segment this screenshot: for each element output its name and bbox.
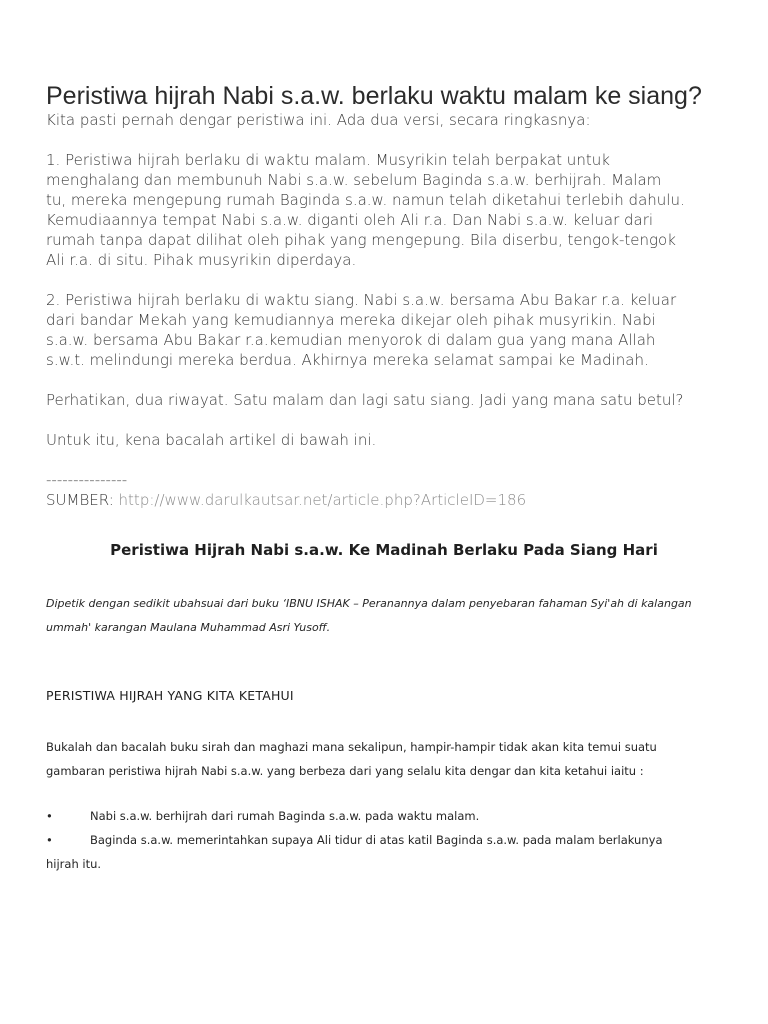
- bullet-item: [46, 804, 726, 828]
- article-title: Peristiwa Hijrah Nabi s.a.w. Ke Madinah Berlaku Pada Siang Hari: [110, 541, 658, 559]
- paragraph-line: rumah tanpa dapat dilihat oleh pihak yang mengepung. Bila diserbu, tengok-tengok: [46, 231, 676, 249]
- body-line: Bukalah dan bacalah buku sirah dan maghazi mana sekalipun, hampir-hampir tidak akan kita temui suatu: [46, 740, 657, 754]
- paragraph-spacer: [46, 130, 746, 150]
- body-line: gambaran peristiwa hijrah Nabi s.a.w. yang berbeza dari yang selalu kita dengar dan kita ketahui iaitu :: [46, 764, 644, 778]
- bullet-list: [46, 804, 726, 876]
- paragraph-line: 2. Peristiwa hijrah berlaku di waktu siang. Nabi s.a.w. bersama Abu Bakar r.a. keluar: [46, 291, 677, 309]
- divider-text: ---------------: [46, 471, 128, 489]
- paragraph-spacer: [46, 270, 746, 290]
- bullet-icon: •: [46, 833, 53, 847]
- bullet-icon: •: [46, 809, 53, 823]
- excerpt-line: ummah' karangan Maulana Muhammad Asri Yusoff.: [46, 621, 331, 634]
- paragraph-line: dari bandar Mekah yang kemudiannya mereka dikejar oleh pihak musyrikin. Nabi: [46, 311, 656, 329]
- paragraph-line: Ali r.a. di situ. Pihak musyrikin diperdaya.: [46, 251, 357, 269]
- excerpt-line: Dipetik dengan sedikit ubahsuai dari buku ‘IBNU ISHAK – Peranannya dalam penyebaran fahaman Syi'ah di kalangan: [46, 597, 692, 610]
- source-label: SUMBER:: [46, 491, 114, 509]
- version-1-paragraph: [46, 150, 746, 270]
- paragraph-line: tu, mereka mengepung rumah Baginda s.a.w. namun telah diketahui terlebih dahulu.: [46, 191, 685, 209]
- comparison-paragraph: Perhatikan, dua riwayat. Satu malam dan lagi satu siang. Jadi yang mana satu betul?: [46, 391, 684, 409]
- intro-line: Kita pasti pernah dengar peristiwa ini. Ada dua versi, secara ringkasnya:: [46, 111, 591, 129]
- paragraph-line: s.a.w. bersama Abu Bakar r.a.kemudian menyorok di dalam gua yang mana Allah: [46, 331, 656, 349]
- paragraph-line: 1. Peristiwa hijrah berlaku di waktu malam. Musyrikin telah berpakat untuk: [46, 151, 610, 169]
- version-2-paragraph: [46, 290, 746, 370]
- read-article-paragraph: Untuk itu, kena bacalah artikel di bawah ini.: [46, 431, 377, 449]
- bullet-text-continued: hijrah itu.: [46, 857, 102, 871]
- paragraph-spacer: [46, 410, 746, 430]
- paragraph-line: s.w.t. melindungi mereka berdua. Akhirnya mereka selamat sampai ke Madinah.: [46, 351, 649, 369]
- body-paragraph: [46, 735, 726, 783]
- section-heading: PERISTIWA HIJRAH YANG KITA KETAHUI: [46, 688, 294, 703]
- page-title: Peristiwa hijrah Nabi s.a.w. berlaku waktu malam ke siang?: [46, 82, 702, 110]
- source-link[interactable]: http://www.darulkautsar.net/article.php?ArticleID=186: [118, 491, 527, 509]
- source-line: [46, 490, 746, 510]
- bullet-item: [46, 828, 726, 876]
- paragraph-spacer: [46, 450, 746, 470]
- paragraph-line: menghalang dan membunuh Nabi s.a.w. sebelum Baginda s.a.w. berhijrah. Malam: [46, 171, 662, 189]
- excerpt-note: [46, 592, 726, 640]
- paragraph-spacer: [46, 370, 746, 390]
- paragraph-line: Kemudiaannya tempat Nabi s.a.w. diganti oleh Ali r.a. Dan Nabi s.a.w. keluar dari: [46, 211, 654, 229]
- bullet-text: Nabi s.a.w. berhijrah dari rumah Baginda s.a.w. pada waktu malam.: [90, 809, 480, 823]
- intro-section: [46, 110, 746, 510]
- bullet-text: Baginda s.a.w. memerintahkan supaya Ali tidur di atas katil Baginda s.a.w. pada malam berlakunya: [90, 833, 663, 847]
